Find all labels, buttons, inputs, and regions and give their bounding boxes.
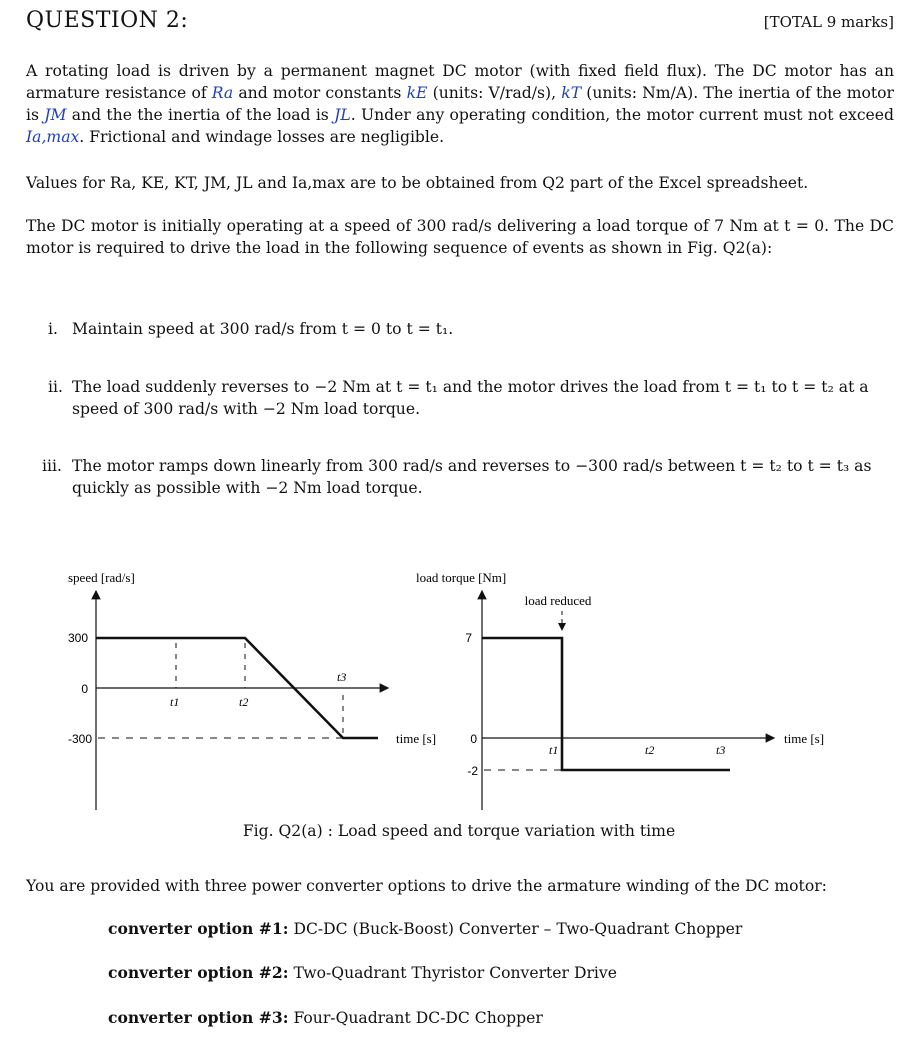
- torque-tick-7: 7: [465, 631, 472, 645]
- torque-xtick-t3: t3: [716, 743, 726, 757]
- speed-tick-300: 300: [67, 631, 88, 645]
- torque-axis-label: load torque [Nm]: [416, 570, 507, 585]
- converter-option-3: converter option #3: Four-Quadrant DC-DC Chopper: [108, 1008, 543, 1027]
- symbol-jl: JL: [334, 106, 351, 124]
- event-item-3: iii. The motor ramps down linearly from 300 rad/s and reverses to −300 rad/s between t = t₂ to t = t₃ as quickly as possible with −2 Nm load torque.: [42, 457, 872, 497]
- speed-axis-label: speed [rad/s]: [68, 570, 135, 585]
- speed-xtick-t2: t2: [239, 695, 249, 709]
- operation-paragraph: The DC motor is initially operating at a speed of 300 rad/s delivering a load torque of 7 Nm at t = 0. The DC motor is required to drive the load in the following sequence of events as shown in Fig. Q2(a):: [26, 217, 894, 257]
- symbol-jm: JM: [44, 106, 67, 124]
- converter-option-1: converter option #1: DC-DC (Buck-Boost) Converter – Two-Quadrant Chopper: [108, 919, 743, 938]
- symbol-ra: Ra: [211, 84, 234, 102]
- figure-caption: Fig. Q2(a) : Load speed and torque variation with time: [242, 822, 676, 840]
- speed-tick-0: 0: [81, 682, 88, 696]
- torque-xtick-t2: t2: [645, 743, 655, 757]
- load-reduced-annotation: load reduced: [524, 593, 592, 608]
- torque-tick-0: 0: [470, 732, 477, 746]
- intro-paragraph: A rotating load is driven by a permanent magnet DC motor (with fixed field flux). The DC motor has an armature resistance of Ra and motor constants kE (units: V/rad/s), kT (units: Nm/A). The inertia of the motor is JM and the the inertia of the load is JL. Under any operating condition, the motor current must not exceed Ia,max. Frictional and windage losses are negligible.: [26, 62, 894, 146]
- symbol-kt: kT: [561, 84, 582, 102]
- figure-q2a: [0, 555, 918, 820]
- time-label-right: time [s]: [784, 731, 825, 746]
- converter-option-2: converter option #2: Two-Quadrant Thyristor Converter Drive: [108, 963, 617, 982]
- speed-xtick-t3: t3: [337, 670, 347, 684]
- torque-xtick-t1: t1: [549, 743, 559, 757]
- speed-xtick-t1: t1: [170, 695, 180, 709]
- symbol-imax: Ia,max: [26, 128, 80, 146]
- time-label-left: time [s]: [396, 731, 437, 746]
- symbol-ke: kE: [406, 84, 428, 102]
- total-marks: [TOTAL 9 marks]: [763, 13, 894, 31]
- torque-curve: [482, 638, 730, 770]
- event-item-2: ii. The load suddenly reverses to −2 Nm at t = t₁ and the motor drives the load from t = t₁ to t = t₂ at a speed of 300 rad/s with −2 Nm load torque.: [48, 378, 869, 418]
- question-title: QUESTION 2:: [26, 8, 189, 33]
- event-item-1: i. Maintain speed at 300 rad/s from t = 0 to t = t₁.: [48, 320, 454, 338]
- torque-tick-neg2: -2: [467, 764, 478, 778]
- values-paragraph: Values for Ra, KE, KT, JM, JL and Ia,max are to be obtained from Q2 part of the Excel spreadsheet.: [26, 174, 809, 192]
- converters-intro: You are provided with three power converter options to drive the armature winding of the DC motor:: [26, 877, 827, 895]
- speed-tick-neg300: -300: [67, 732, 92, 746]
